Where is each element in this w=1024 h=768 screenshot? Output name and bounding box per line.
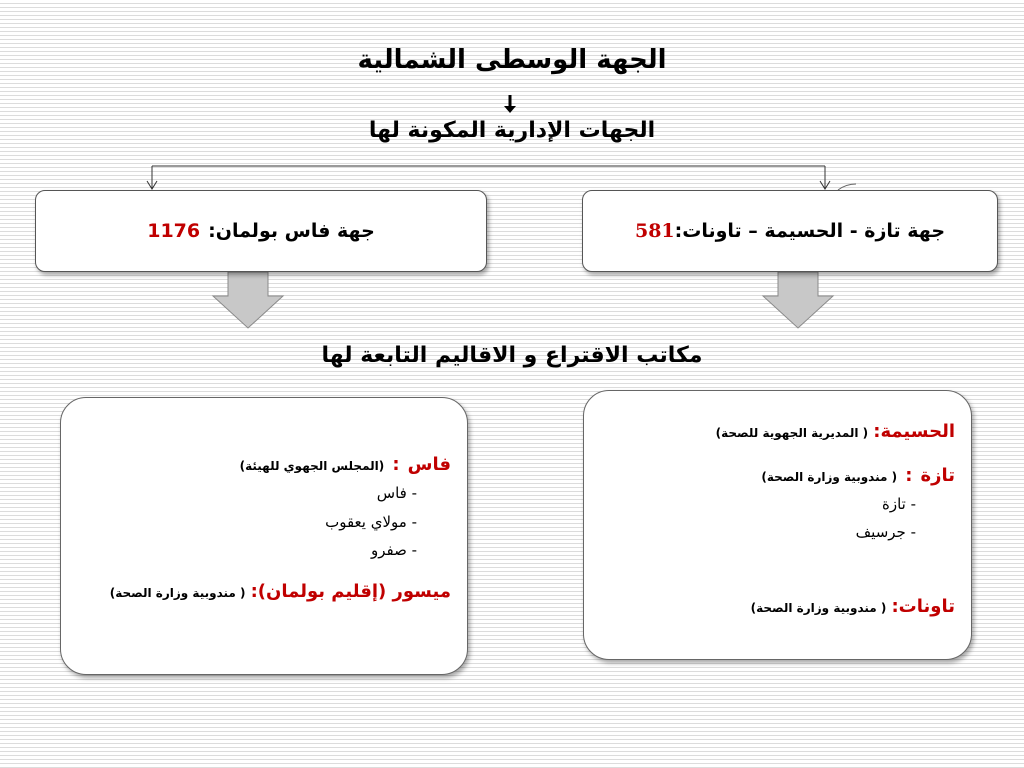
fes-label: فاس (407, 454, 451, 475)
taza-item-taza: - تازة (881, 495, 916, 513)
region-taza-label: جهة تازة - الحسيمة – تاونات: (674, 220, 946, 242)
taounate-note: ( مندوبية وزارة الصحة) (750, 601, 887, 615)
title-down-arrowhead (504, 106, 516, 113)
hoceima-note: ( المديرية الجهوية للصحة) (715, 426, 869, 440)
taza-item-guercif: - جرسيف (855, 523, 916, 541)
taza-colon: : (905, 465, 913, 486)
taza-line (761, 465, 955, 486)
right-panel (583, 390, 972, 660)
region-fes-label: جهة فاس بولمان: (208, 220, 375, 242)
page-title: الجهة الوسطى الشمالية (357, 45, 667, 75)
fes-note: (المجلس الجهوي للهيئة) (239, 459, 385, 473)
missour-label: ميسور (إقليم بولمان): (250, 581, 451, 602)
fes-item-moulay-yacoub: - مولاي يعقوب (325, 513, 417, 531)
fes-item-sefrou: - صفرو (370, 541, 417, 559)
taounate-label: تاونات: (891, 596, 955, 617)
section-title: مكاتب الاقتراع و الاقاليم التابعة لها (321, 343, 703, 368)
region-taza-value: 581 (634, 220, 675, 242)
taounate-line (751, 596, 955, 617)
fes-colon: : (392, 454, 400, 475)
fes-item-fes: - فاس (376, 484, 417, 502)
missour-note: ( مندوبية وزارة الصحة) (109, 586, 246, 600)
right-block-arrow (763, 272, 833, 328)
hoceima-line (716, 421, 955, 442)
region-fes-value: 1176 (147, 220, 201, 242)
hoceima-label: الحسيمة: (873, 421, 955, 442)
taza-label: تازة (920, 465, 955, 486)
missour-line (110, 581, 451, 602)
region-box-taza-hoceima-taounate (582, 190, 998, 272)
fes-line (240, 454, 451, 475)
region-box-fes-boulemane (35, 190, 487, 272)
taza-note: ( مندوبية وزارة الصحة) (761, 470, 898, 484)
left-panel (60, 397, 468, 675)
left-block-arrow (213, 272, 283, 328)
page-subtitle: الجهات الإدارية المكونة لها (368, 118, 656, 143)
